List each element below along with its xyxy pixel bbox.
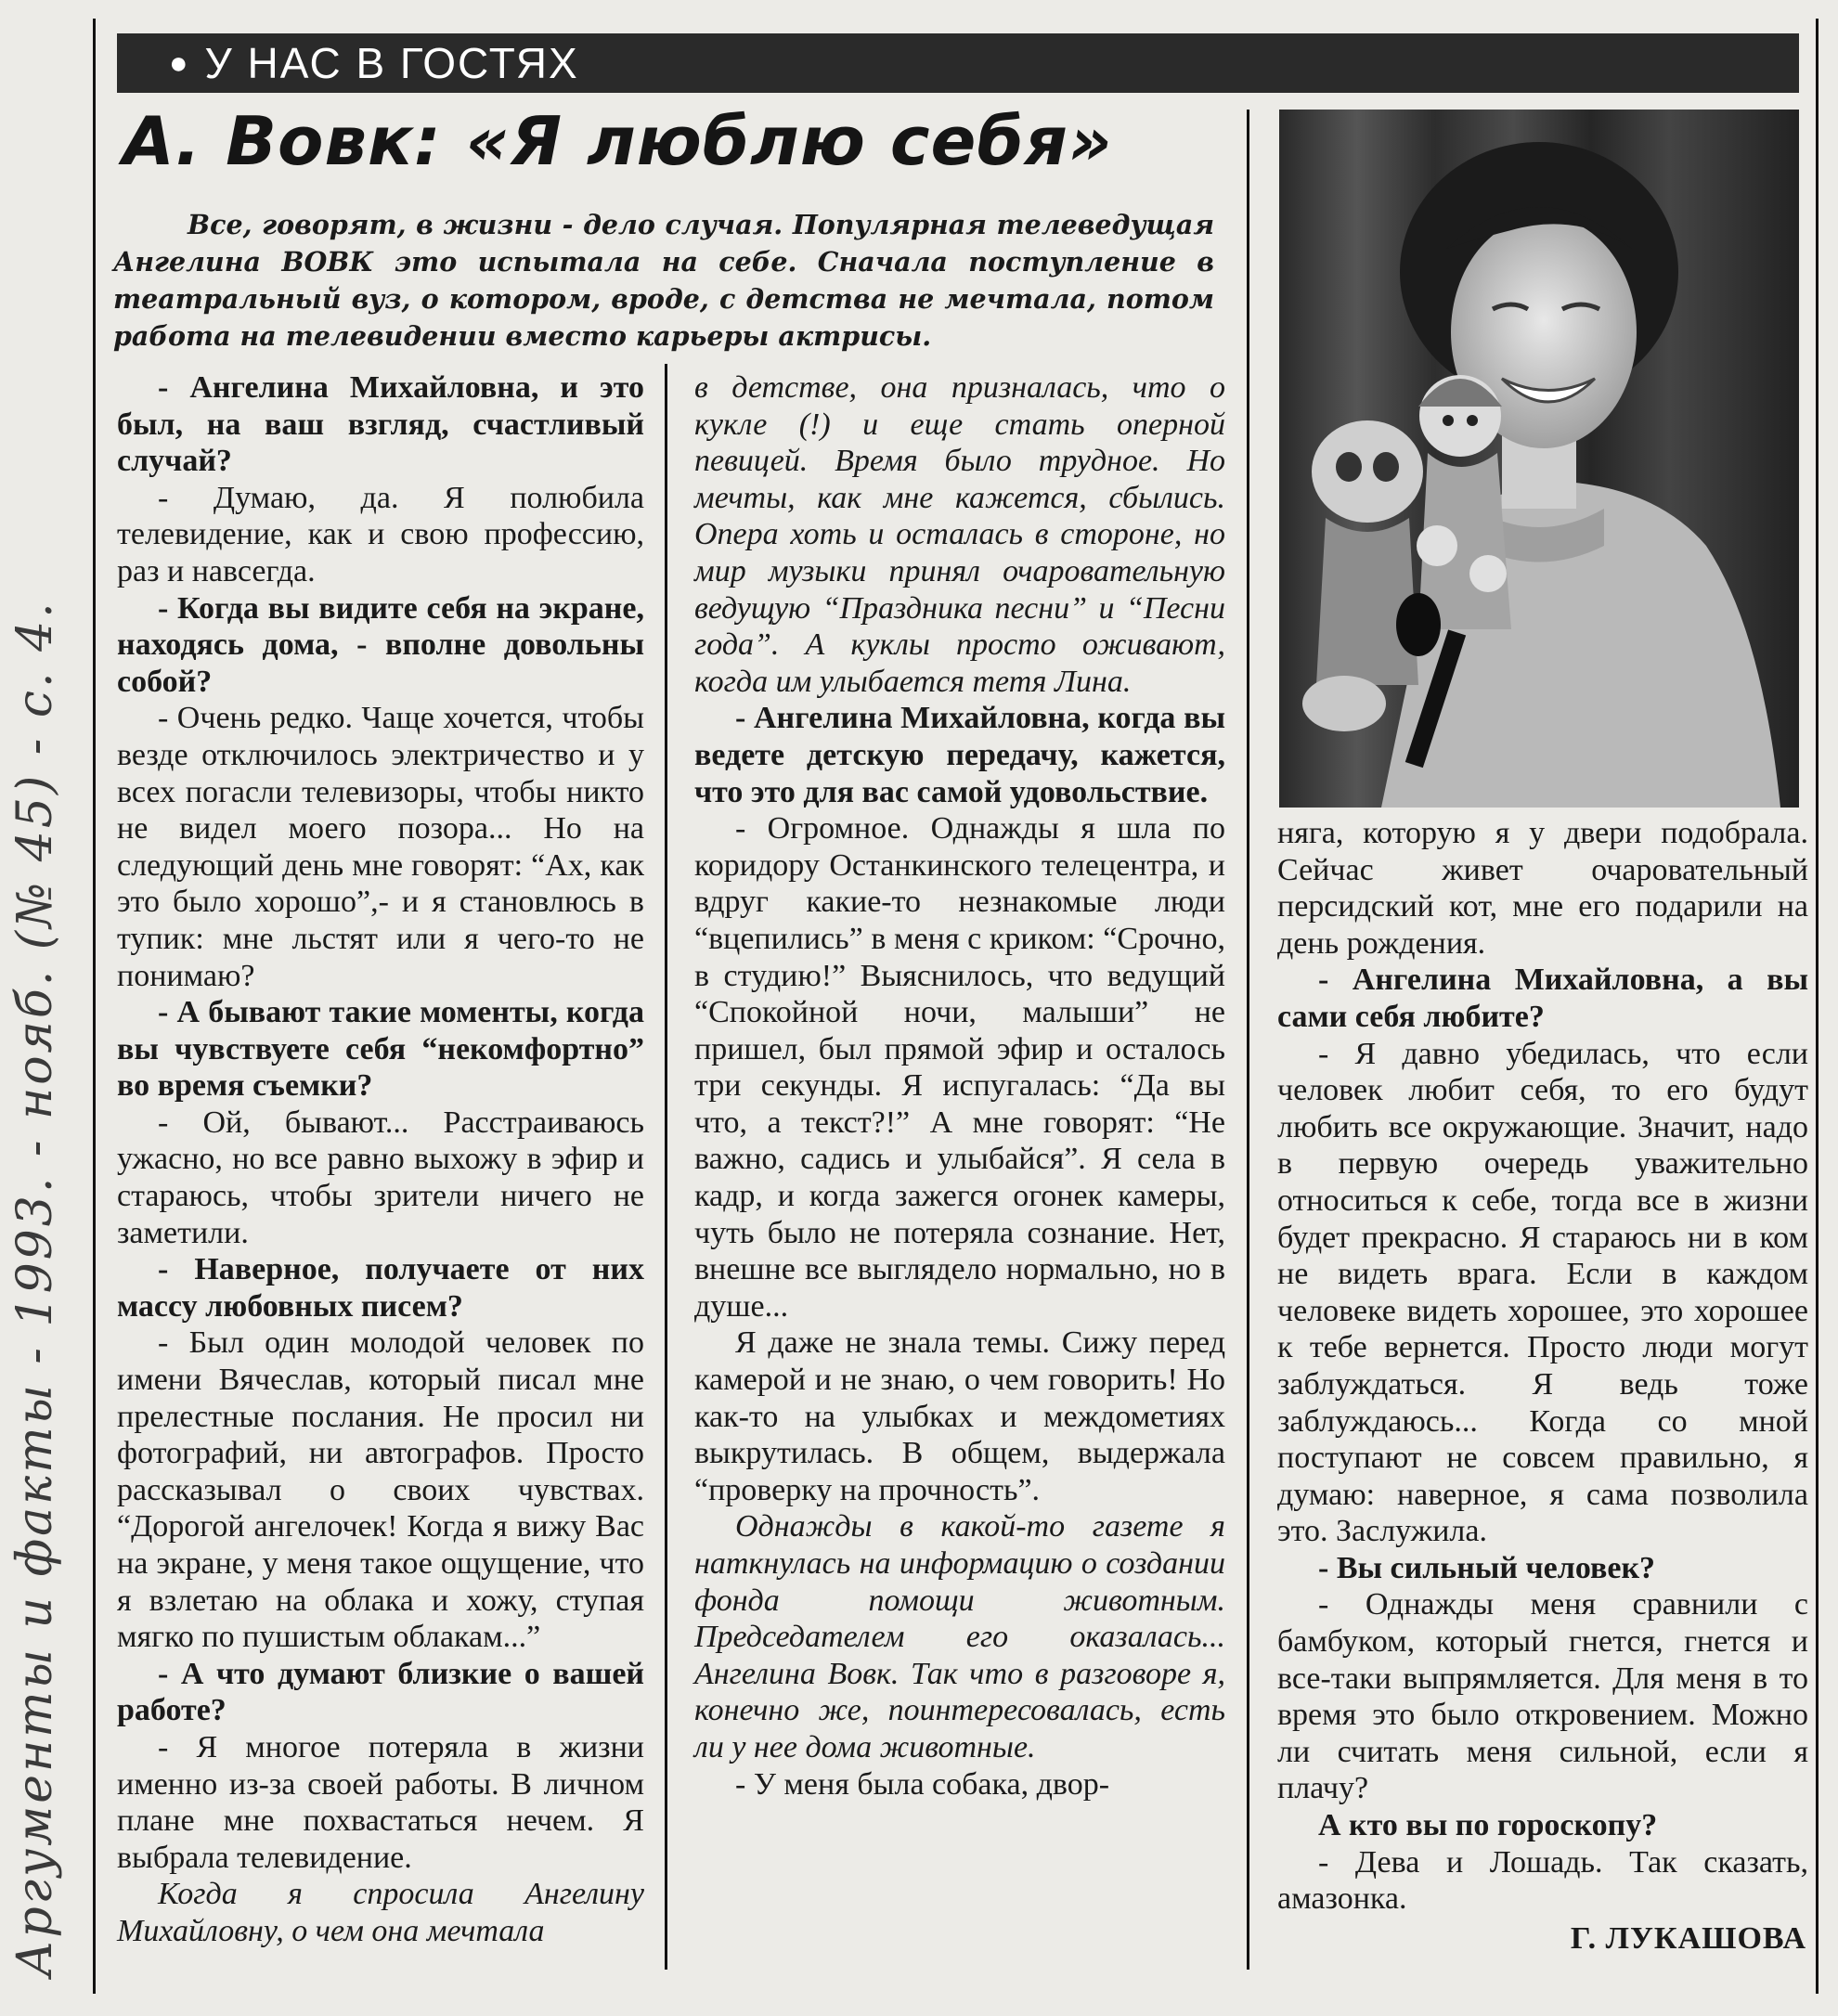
answer-paragraph: - Очень редко. Чаще хочется, чтобы везде отключилось электричество и у всех погасли телевизоры, чтобы никто не видел моего позора... Но на следующий день мне говорят: “Ах, как это было хорошо”,- и я становлюсь в тупик: мне льстят или я чего-то не понимаю? (117, 701, 644, 993)
portrait-photo-icon (1279, 110, 1799, 808)
rubric-label: У НАС В ГОСТЯХ (204, 39, 579, 87)
handwritten-source-note: Аргументы и факты - 1993. - нояб. (№ 45) - с. 4. (7, 600, 63, 1977)
question-paragraph: - А что думают близкие о вашей работе? (117, 1656, 644, 1728)
article-column-1 (117, 369, 644, 1950)
question-paragraph: - А бывают такие моменты, когда вы чувствуете себя “некомфортно” во время съемки? (117, 995, 644, 1104)
question-paragraph: А кто вы по гороскопу? (1318, 1808, 1658, 1843)
answer-paragraph: - Огромное. Однажды я шла по коридору Останкинского телецентра, и вдруг какие-то незнакомые люди “вцепились” в меня с криком: “Срочно, в студию!” Выяснилось, что ведущий “Спокойной ночи, малыши” не пришел, был прямой эфир и осталось три секунды. Я испугалась: “Да вы что, а текст?!” А мне говорят: “Не важно, садись и улыбайся”. Я села в кадр, и когда зажегся огонек камеры, чуть было не потеряла сознание. Нет, внешне все выглядело нормально, но в душе... (694, 811, 1225, 1324)
question-paragraph: - Наверное, получаете от них массу любовных писем? (117, 1252, 644, 1324)
question-paragraph: - Ангелина Михайловна, а вы сами себя любите? (1277, 963, 1808, 1034)
right-frame-rule (1816, 19, 1819, 1994)
article-column-2 (694, 369, 1225, 1803)
question-paragraph: - Ангелина Михайловна, когда вы ведете детскую передачу, кажется, что это для вас самой удовольствие. (694, 701, 1225, 809)
article-photo (1279, 110, 1799, 808)
answer-paragraph: - У меня была собака, двор- (735, 1766, 1110, 1802)
answer-paragraph: - Однажды меня сравнили с бамбуком, который гнется, гнется и все-таки выпрямляется. Для меня в то время это было откровением. Можно ли считать меня сильной, если я плачу? (1277, 1587, 1808, 1806)
answer-paragraph: - Я многое потеряла в жизни именно из-за своей работы. В личном плане мне похвастаться нечем. Я выбрала телевидение. (117, 1729, 644, 1875)
narrative-paragraph: в детстве, она призналась, что о кукле (!) и еще стать оперной певицей. Время было трудное. Но мечты, как мне кажется, сбылись. Опера хоть и осталась в стороне, но мир музыки принял очаровательную ведущую “Праздника песни” и “Песни года”. А куклы просто оживают, когда им улыбается тетя Лина. (694, 370, 1225, 699)
narrative-paragraph: Однажды в какой-то газете я наткнулась на информацию о создании фонда помощи животным. Председателем его оказалась... Ангелина Вовк. Так что в разговоре я, конечно же, поинтересовалась, есть ли у нее дома животные. (694, 1509, 1225, 1764)
rubric-bullet-icon: ● (169, 45, 190, 81)
answer-paragraph: - Был один молодой человек по имени Вячеслав, который писал мне прелестные послания. Не просил ни фотографий, ни автографов. Просто рассказывал о своих чувствах. “Дорогой ангелочек! Когда я вижу Вас на экране, у меня такое ощущение, что я взлетаю на облака и хожу, ступая мягко по пушистым облакам...” (117, 1325, 644, 1655)
question-paragraph: - Когда вы видите себя на экране, находясь дома, - вполне довольны собой? (117, 590, 644, 699)
article-headline: А. Вовк: «Я люблю себя» (123, 102, 1113, 180)
question-paragraph: - Ангелина Михайловна, и это был, на ваш взгляд, счастливый случай? (117, 370, 644, 479)
column-rule-1 (665, 364, 667, 1970)
answer-paragraph: - Дева и Лошадь. Так сказать, амазонка. (1277, 1844, 1808, 1917)
author-signature: Г. ЛУКАШОВА (1570, 1921, 1806, 1956)
answer-paragraph: Я даже не знала темы. Сижу перед камерой и не знаю, о чем говорить! Но как-то на улыбках и междометиях выкрутилась. В общем, выдержала “проверку на прочность”. (694, 1325, 1225, 1507)
answer-paragraph: - Я давно убедилась, что если человек любит себя, то его будут любить все окружающие. Значит, надо в первую очередь уважительно относиться к себе, тогда все в жизни будет прекрасно. Я стараюсь ни в ком не видеть врага. Если в каждом человеке видеть хорошее, это хорошее к тебе вернется. Просто люди могут заблуждаться. Я ведь тоже заблуждаюсь... Когда со мной поступают не совсем правильно, я думаю: наверное, я сама позволила это. Заслужила. (1277, 1036, 1808, 1549)
narrative-paragraph: Когда я спросила Ангелину Михайловну, о чем она мечтала (117, 1877, 644, 1948)
answer-paragraph: няга, которую я у двери подобрала. Сейчас живет очаровательный персидский кот, мне его подарили на день рождения. (1277, 816, 1808, 961)
section-rubric (117, 33, 1799, 93)
column-rule-2 (1247, 110, 1249, 1970)
left-frame-rule (93, 19, 96, 1994)
answer-paragraph: - Ой, бывают... Расстраиваюсь ужасно, но все равно выхожу в эфир и стараюсь, чтобы зрители ничего не заметили. (117, 1105, 644, 1250)
answer-paragraph: - Думаю, да. Я полюбила телевидение, как и свою профессию, раз и навсегда. (117, 480, 644, 588)
article-lead: Все, говорят, в жизни - дело случая. Популярная телеведущая Ангелина ВОВК это испытала на себе. Сначала поступление в театральный вуз, о котором, вроде, с детства не мечтала, потом работа на телевидении вместо карьеры актрисы. (113, 209, 1214, 352)
article-column-3 (1277, 815, 1808, 1918)
question-paragraph: - Вы сильный человек? (1318, 1550, 1656, 1585)
